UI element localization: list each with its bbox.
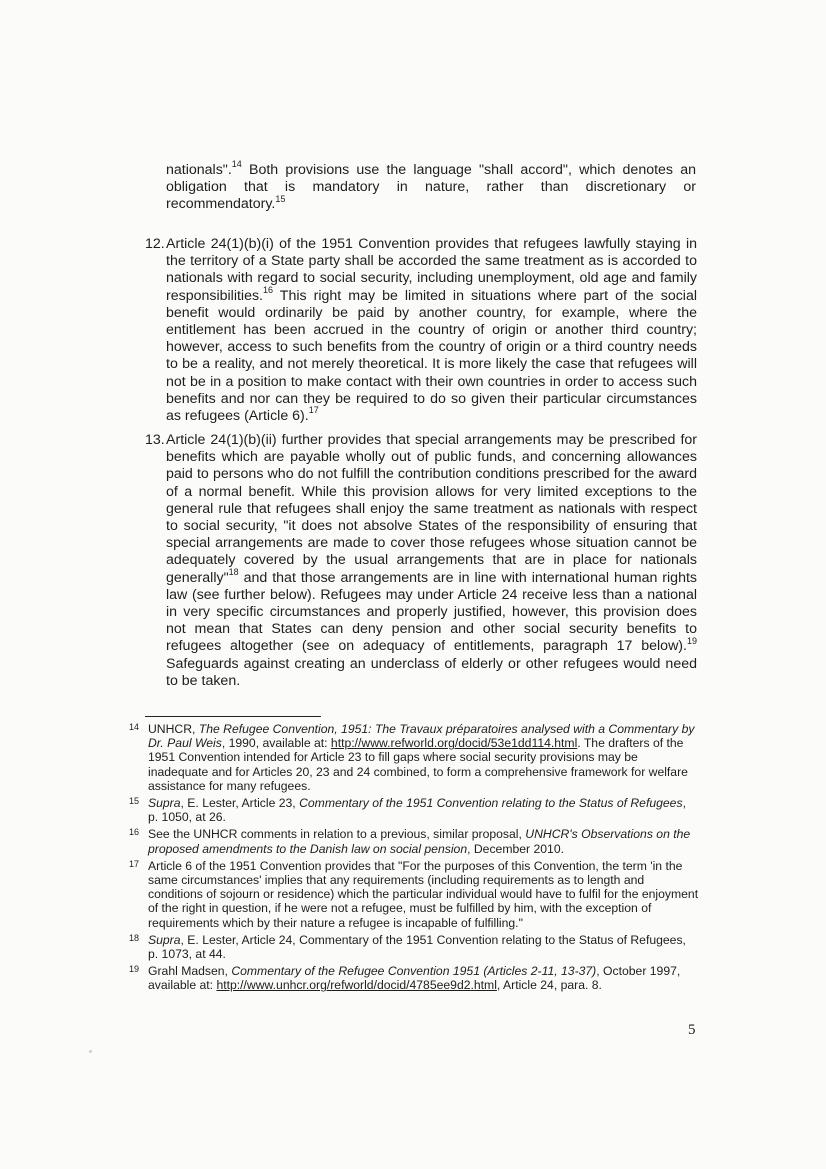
footnote-text: . The drafters of the 1951 Convention intended for Article 23 to fill gaps where social security provisions may be inadequate and for Articles 20, 23 and 24 combined, to form a comprehensive framework for welfare assistance for many refugees. (148, 736, 688, 793)
footnote-number: 19 (129, 964, 140, 975)
footnote-17 (129, 859, 699, 930)
footnote-number: 17 (129, 858, 140, 869)
footnote-ref-14[interactable]: 14 (231, 159, 242, 170)
footnote-text: Grahl Madsen, (148, 964, 232, 979)
footnote-19 (129, 964, 699, 992)
footnote-18 (129, 933, 699, 961)
footnote-ref-15[interactable]: 15 (275, 193, 286, 204)
paragraph-text: Article 24(1)(b)(i) of the 1951 Convention provides that refugees lawfully staying in the territory of a State party shall be accorded the same treatment as is accorded to nationals with regard to social security, including unemployment, old age and family responsibilities. (166, 236, 697, 304)
paragraph-number: 13. (145, 432, 165, 448)
footnote-number: 18 (129, 932, 140, 943)
paragraph-text: This right may be limited in situations where part of the social benefit would ordinarily be paid by another country, for example, where the entitlement has been accrued in the country of origin or another third country; however, access to such benefits from the country of origin or a third country needs to be a reality, and not merely theoretical. It is more likely the case that refugees will not be in a position to make contact with their own countries in order to access such benefits and nor can they be required to do so given their particular circumstances as refugees (Article 6). (166, 287, 697, 425)
footnote-text: See the UNHCR comments in relation to a previous, similar proposal, (148, 827, 526, 842)
paragraph-text: Article 24(1)(b)(ii) further provides that special arrangements may be prescribed for benefits which are payable wholly out of public funds, and concerning allowances paid to persons who do not fulfill the contribution conditions prescribed for the award of a normal benefit. While this provision allows for very limited exceptions to the general rule that refugees shall enjoy the same treatment as nationals with respect to social security, "it does not absolve States of the responsibility of ensuring that special arrangements are made to cover those refugees whose situation cannot be adequately covered by the usual arrangements that are in place for nationals generally" (166, 432, 697, 586)
footnote-text: , E. Lester, Article 24, Commentary of the 1951 Convention relating to the Status of Refugees, p. 1073, at 44. (148, 932, 686, 962)
paragraph-text: and that those arrangements are in line with international human rights law (see further below). Refugees may under Article 24 receive less than a national in very specific circumstances and properly justified, however, this provision does not mean that States can deny pension and other social security benefits to refugees altogether (see on adequacy of entitlements, paragraph 17 below). (166, 569, 697, 655)
scan-speck (89, 1050, 92, 1053)
footnotes (129, 722, 699, 996)
footnote-text: Article 6 of the 1951 Convention provides that "For the purposes of this Convention, the term 'in the same circumstances' implies that any requirements (including requirements as to length and conditions of sojourn or residence) which the particular individual would have to fulfil for the enjoyment of the right in question, if he were not a refugee, must be fulfilled by him, with the exception of requirements which by their nature a refugee is incapable of fulfilling." (148, 858, 699, 930)
footnote-text: , December 2010. (467, 841, 564, 856)
footnote-ref-16[interactable]: 16 (263, 284, 274, 295)
footnote-link[interactable]: http://www.refworld.org/docid/53e1dd114.html (330, 736, 578, 751)
paragraph-text: Safeguards against creating an underclass of elderly or other refugees would need to be taken. (166, 655, 697, 689)
footnote-title: Commentary of the Refugee Convention 1951 (Articles 2-11, 13-37) (231, 964, 597, 979)
continued-paragraph (166, 159, 696, 214)
footnote-number: 15 (129, 796, 140, 807)
paragraph-number: 12. (145, 236, 165, 252)
footnote-text: , p. 1050, at 26. (148, 796, 686, 825)
footnote-title: The Refugee Convention, 1951: The Travaux préparatoires analysed with a Commentary by Dr. Paul Weis (148, 722, 695, 751)
paragraph-13 (145, 432, 697, 690)
footnote-15 (129, 796, 699, 824)
paragraph-text: Both provisions use the language "shall accord", which denotes an obligation that is mandatory in nature, rather than discretionary or recommendatory. (166, 162, 696, 213)
footnote-number: 16 (129, 827, 140, 838)
footnote-text: , E. Lester, Article 23, (180, 796, 300, 811)
footnote-ref-19[interactable]: 19 (686, 635, 697, 646)
footnote-text: , Article 24, para. 8. (496, 978, 602, 993)
footnote-ref-18[interactable]: 18 (228, 566, 239, 577)
footnote-number: 14 (129, 722, 140, 732)
footnote-ref-17[interactable]: 17 (308, 405, 319, 416)
footnote-text: , 1990, available at: (221, 736, 331, 751)
footnote-16 (129, 827, 699, 855)
page-number: 5 (688, 1022, 696, 1038)
footnote-title: UNHCR's Observations on the proposed amendments to the Danish law on social pension (148, 827, 691, 856)
footnote-title: Commentary of the 1951 Convention relating to the Status of Refugees (299, 796, 683, 811)
paragraph-12 (145, 236, 697, 425)
footnote-supra: Supra (148, 932, 181, 947)
footnote-supra: Supra (148, 796, 181, 811)
footnote-text: , October 1997, available at: (148, 964, 681, 993)
paragraph-text: nationals". (166, 162, 232, 178)
footnote-separator (145, 716, 321, 717)
footnote-link[interactable]: http://www.unhcr.org/refworld/docid/4785ee9d2.html (216, 978, 497, 993)
footnote-text: UNHCR, (148, 722, 199, 736)
footnote-14 (129, 722, 699, 793)
